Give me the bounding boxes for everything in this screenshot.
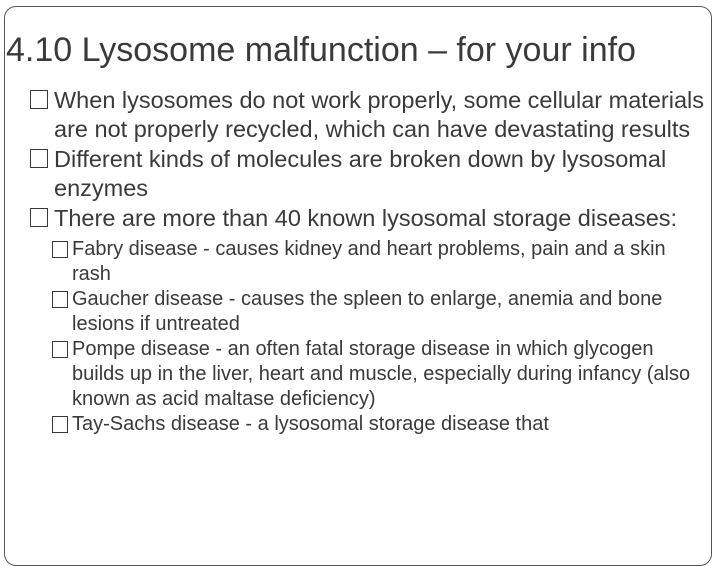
- bullet-box-icon: [30, 208, 48, 227]
- bullet-item: [30, 86, 710, 144]
- bullet-text: Different kinds of molecules are broken down by lysosomal enzymes: [54, 146, 667, 201]
- sub-bullet-text: Tay-Sachs disease - a lysosomal storage disease that: [72, 413, 549, 435]
- sub-bullet-item: [32, 237, 710, 287]
- bullet-item: [30, 204, 710, 233]
- bullet-item: [30, 145, 710, 203]
- sub-bullet-item: [32, 337, 710, 412]
- bullet-box-icon: [30, 149, 48, 168]
- sub-bullet-box-icon: [52, 341, 68, 358]
- sub-bullet-box-icon: [52, 241, 68, 258]
- sub-bullet-text: Gaucher disease - causes the spleen to enlarge, anemia and bone lesions if untreated: [72, 288, 663, 335]
- bullet-box-icon: [30, 90, 48, 109]
- bullet-text: When lysosomes do not work properly, some cellular materials are not properly recycled, which can have devastating results: [54, 87, 704, 142]
- sub-bullet-item: [32, 287, 710, 337]
- bullet-text: There are more than 40 known lysosomal storage diseases:: [54, 205, 678, 231]
- sub-bullet-box-icon: [52, 416, 68, 433]
- sub-bullet-list: [30, 237, 710, 437]
- sub-bullet-box-icon: [52, 291, 68, 308]
- sub-bullet-item: [32, 412, 710, 437]
- sub-bullet-text: Pompe disease - an often fatal storage disease in which glycogen builds up in the liver, heart and muscle, especially during infancy (also known as acid maltase deficiency): [72, 338, 691, 410]
- sub-bullet-text: Fabry disease - causes kidney and heart problems, pain and a skin rash: [72, 238, 666, 285]
- slide-content: [30, 86, 710, 437]
- slide-title: 4.10 Lysosome malfunction – for your info: [6, 31, 636, 69]
